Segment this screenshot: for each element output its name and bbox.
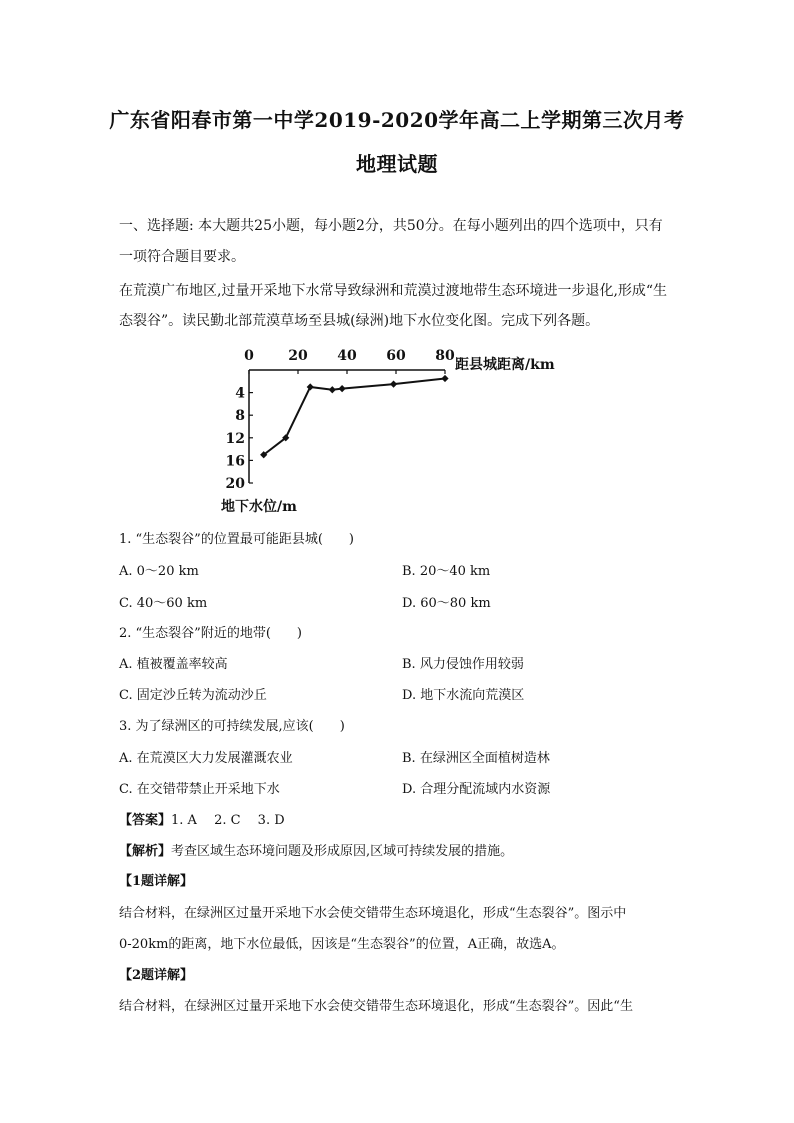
section-instruction-line1: 一、选择题: 本大题共25小题，每小题2分，共50分。在每小题列出的四个选项中，只有: [119, 218, 663, 234]
q3-option-c[interactable]: C. 在交错带禁止开采地下水: [119, 782, 280, 797]
detail-1-line2: 0-20km的距离，地下水位最低，因该是“生态裂谷”的位置，A正确，故选A。: [119, 937, 565, 952]
y-tick-label-2: 12: [225, 430, 245, 447]
q3-option-b[interactable]: B. 在绿洲区全面植树造林: [402, 751, 550, 766]
material-line1: 在荒漠广布地区,过量开采地下水常导致绿洲和荒漠过渡地带生态环境进一步退化,形成“生: [119, 283, 668, 299]
detail-1-heading: 【1题详解】: [119, 874, 194, 889]
q2-option-d[interactable]: D. 地下水流向荒漠区: [402, 688, 525, 703]
document-subtitle: 地理试题: [356, 152, 438, 176]
y-tick-label-1: 8: [235, 408, 245, 425]
y-tick-label-3: 16: [225, 453, 245, 470]
x-tick-label-0: 0: [244, 348, 254, 364]
answer-label: 【答案】: [119, 813, 172, 828]
analysis-label: 【解析】: [119, 844, 172, 859]
detail-1-line1: 结合材料，在绿洲区过量开采地下水会使交错带生态环境退化，形成“生态裂谷”。图示中: [119, 906, 627, 921]
data-point-6: [441, 375, 448, 382]
x-tick-label-1: 20: [288, 348, 308, 364]
question-3-stem: 3. 为了绿洲区的可持续发展,应该( ): [119, 719, 345, 734]
data-point-4: [339, 385, 346, 392]
question-2-stem: 2. “生态裂谷”附近的地带( ): [119, 626, 302, 641]
answer-text: 1. A 2. C 3. D: [171, 813, 285, 828]
question-1-stem: 1. “生态裂谷”的位置最可能距县城( ): [119, 532, 354, 547]
data-point-2: [307, 383, 314, 390]
x-tick-label-3: 60: [386, 348, 406, 364]
x-axis-label: 距县城距离/km: [455, 357, 555, 373]
x-tick-label-4: 80: [435, 348, 455, 364]
analysis-text: 考查区域生态环境问题及形成原因,区域可持续发展的措施。: [171, 844, 514, 859]
q3-option-a[interactable]: A. 在荒漠区大力发展灌溉农业: [119, 751, 293, 766]
groundwater-level-chart: [215, 338, 585, 518]
y-tick-label-4: 20: [225, 476, 245, 492]
detail-2-heading: 【2题详解】: [119, 968, 194, 983]
y-tick-label-0: 4: [235, 385, 245, 402]
material-line2: 态裂谷”。读民勤北部荒漠草场至县城(绿洲)地下水位变化图。完成下列各题。: [119, 313, 600, 329]
data-point-5: [390, 381, 397, 388]
q1-option-c[interactable]: C. 40～60 km: [119, 596, 208, 611]
q1-option-a[interactable]: A. 0～20 km: [119, 564, 199, 579]
section-instruction-line2: 一项符合题目要求。: [119, 249, 245, 265]
document-title: 广东省阳春市第一中学2019-2020学年高二上学期第三次月考: [109, 108, 685, 132]
q2-option-c[interactable]: C. 固定沙丘转为流动沙丘: [119, 688, 267, 703]
series-line: [264, 378, 445, 454]
x-tick-label-2: 40: [337, 348, 357, 364]
analysis-line: [119, 844, 679, 860]
q2-option-a[interactable]: A. 植被覆盖率较高: [119, 657, 228, 672]
q3-option-d[interactable]: D. 合理分配流域内水资源: [402, 782, 551, 797]
q1-option-d[interactable]: D. 60～80 km: [402, 596, 491, 611]
y-axis-label: 地下水位/m: [221, 499, 297, 515]
q1-option-b[interactable]: B. 20～40 km: [402, 564, 491, 579]
data-point-3: [329, 386, 336, 393]
answer-line: [119, 813, 679, 829]
q2-option-b[interactable]: B. 风力侵蚀作用较弱: [402, 657, 524, 672]
detail-2-line1: 结合材料，在绿洲区过量开采地下水会使交错带生态环境退化，形成“生态裂谷”。因此“生: [119, 999, 633, 1014]
